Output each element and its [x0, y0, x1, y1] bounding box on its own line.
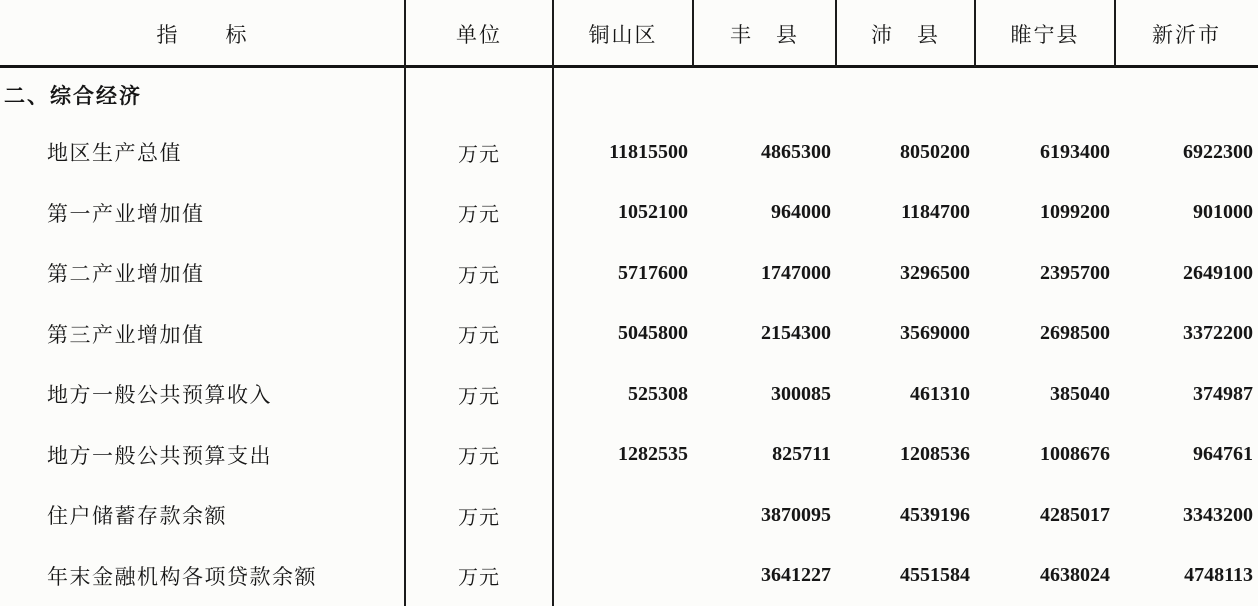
value-fengxian: 4865300 — [761, 140, 831, 163]
indicator-label: 第一产业增加值 — [47, 201, 205, 226]
value-peixian: 3296500 — [900, 261, 970, 284]
value-xinyi: 3372200 — [1183, 322, 1253, 345]
value-tongshan: 5717600 — [618, 261, 688, 284]
value-peixian: 3569000 — [900, 322, 970, 345]
value-tongshan: 5045800 — [618, 322, 688, 345]
value-peixian: 4539196 — [900, 503, 970, 526]
value-xinyi: 2649100 — [1183, 261, 1253, 284]
header-region-suining: 睢宁县 — [1010, 22, 1080, 47]
value-suining: 2698500 — [1040, 322, 1110, 345]
value-fengxian: 2154300 — [761, 322, 831, 345]
indicator-label: 地区生产总值 — [47, 141, 182, 166]
value-fengxian: 825711 — [772, 443, 831, 466]
header-unit: 单位 — [456, 22, 502, 47]
indicator-label: 年末金融机构各项贷款余额 — [47, 564, 317, 589]
unit-value: 万元 — [458, 325, 500, 348]
value-suining: 385040 — [1050, 382, 1110, 405]
header-region-tongshan: 铜山区 — [588, 22, 658, 47]
value-suining: 4285017 — [1040, 503, 1110, 526]
indicator-label: 第二产业增加值 — [47, 262, 205, 287]
value-tongshan: 1052100 — [618, 201, 688, 224]
table-row — [0, 122, 1258, 183]
value-fengxian: 3641227 — [761, 564, 831, 587]
value-tongshan: 525308 — [628, 382, 688, 405]
value-xinyi: 4748113 — [1184, 564, 1253, 587]
unit-value: 万元 — [458, 446, 500, 469]
value-xinyi: 374987 — [1193, 382, 1253, 405]
value-suining: 4638024 — [1040, 564, 1110, 587]
value-fengxian: 1747000 — [761, 261, 831, 284]
value-xinyi: 6922300 — [1183, 140, 1253, 163]
indicator-label: 住户储蓄存款余额 — [47, 504, 227, 529]
header-indicator: 指 标 — [156, 22, 249, 47]
value-suining: 1099200 — [1040, 201, 1110, 224]
indicator-label: 第三产业增加值 — [47, 322, 205, 347]
header-bottom-border — [0, 65, 1258, 68]
unit-value: 万元 — [458, 567, 500, 590]
indicator-column-divider — [404, 0, 406, 606]
value-peixian: 461310 — [910, 382, 970, 405]
table-row — [0, 364, 1258, 425]
header-column-divider — [835, 0, 837, 67]
value-xinyi: 964761 — [1193, 443, 1253, 466]
value-suining: 1008676 — [1040, 443, 1110, 466]
header-region-fengxian: 丰 县 — [730, 22, 799, 47]
value-xinyi: 3343200 — [1183, 503, 1253, 526]
table-row — [0, 243, 1258, 304]
header-column-divider — [692, 0, 694, 67]
header-region-xinyi: 新沂市 — [1152, 22, 1221, 47]
table-row — [0, 183, 1258, 244]
unit-value: 万元 — [458, 264, 500, 287]
table-row — [0, 546, 1258, 606]
unit-value: 万元 — [458, 204, 500, 227]
value-suining: 2395700 — [1040, 261, 1110, 284]
section-row — [0, 67, 1258, 122]
header-column-divider — [1114, 0, 1116, 67]
value-peixian: 8050200 — [900, 140, 970, 163]
value-peixian: 4551584 — [900, 564, 970, 587]
table-row — [0, 485, 1258, 546]
value-tongshan: 1282535 — [618, 443, 688, 466]
value-fengxian: 964000 — [771, 201, 831, 224]
value-fengxian: 300085 — [771, 382, 831, 405]
header-region-peixian: 沛 县 — [871, 22, 940, 47]
unit-column-divider — [552, 0, 554, 606]
unit-value: 万元 — [458, 385, 500, 408]
table-row — [0, 425, 1258, 486]
value-tongshan: 11815500 — [609, 140, 688, 163]
indicator-label: 地方一般公共预算支出 — [47, 443, 272, 468]
value-xinyi: 901000 — [1193, 201, 1253, 224]
value-fengxian: 3870095 — [761, 503, 831, 526]
table-header-row — [0, 0, 1258, 67]
value-peixian: 1208536 — [900, 443, 970, 466]
value-suining: 6193400 — [1040, 140, 1110, 163]
unit-value: 万元 — [458, 506, 500, 529]
section-title: 二、综合经济 — [4, 84, 142, 108]
table-body — [0, 122, 1258, 606]
value-peixian: 1184700 — [901, 201, 970, 224]
table-row — [0, 304, 1258, 365]
indicator-label: 地方一般公共预算收入 — [47, 383, 272, 408]
header-column-divider — [974, 0, 976, 67]
unit-value: 万元 — [458, 143, 500, 166]
